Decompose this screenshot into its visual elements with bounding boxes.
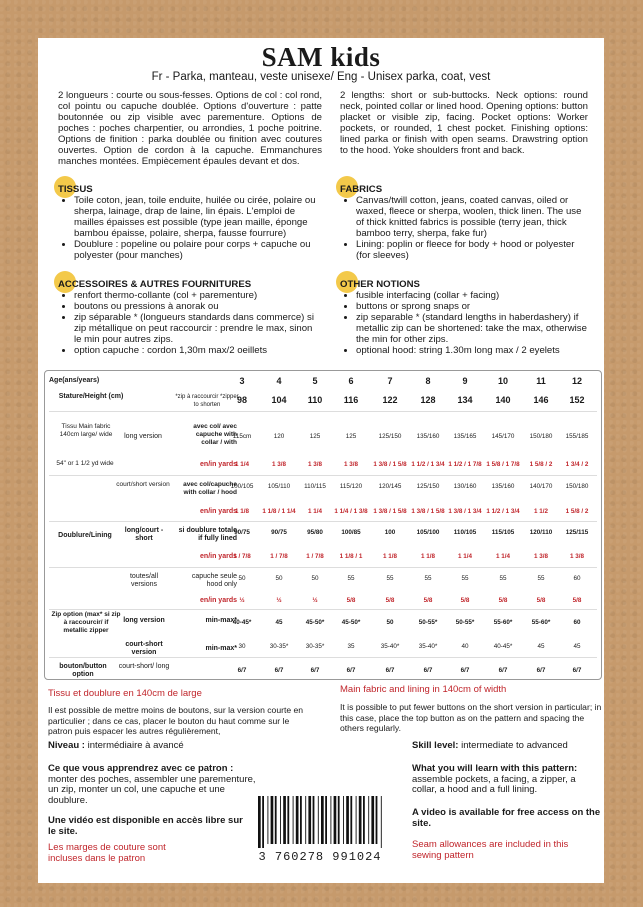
table-cell: 155/185 — [565, 433, 589, 440]
table-cell: 55 — [537, 575, 545, 582]
table-cell: 1 / 7/8 — [306, 553, 324, 560]
table-cell: 1 1/8 / 1 — [339, 553, 363, 560]
table-cell: 1 1/8 — [382, 553, 397, 560]
fr-notions-title: ACCESSOIRES & AUTRES FOURNITURES — [58, 279, 252, 290]
barcode-bar — [343, 796, 344, 844]
table-cell: 6/7 — [385, 667, 395, 674]
table-cell: 125/150 — [378, 433, 402, 440]
fr-learn — [48, 764, 258, 806]
table-cell: 35-40* — [418, 643, 438, 650]
barcode-bar — [376, 796, 378, 844]
barcode-bar — [350, 796, 352, 844]
table-cell: 45 — [275, 619, 283, 626]
barcode-icon — [256, 796, 386, 848]
table-cell: 125 — [345, 433, 357, 440]
table-cell: 35 — [347, 643, 355, 650]
table-divider — [49, 521, 597, 522]
table-cell: 5/8 — [572, 597, 582, 604]
table-cell: ½ — [239, 597, 245, 604]
age-cell: 11 — [536, 376, 546, 386]
yards-label: en/in yards — [200, 508, 237, 515]
table-cell: 50 — [275, 575, 283, 582]
fr-intro: 2 longueurs : courte ou sous-fesses. Options de col : col rond, col pointu ou capuche doublée. Options d'ouverture : patte boutonnée ou zip visible avec parementure. Options de poches : poches charpentier, ou arrondies, 1 poche poitrine. Options de finition : parka doublée ou finition avec coutures ouvertes. Option de cordon à la capuche. Emmanchures manches montées. Empiècement épaules devant et dos. — [58, 90, 322, 167]
barcode-bar — [267, 796, 268, 844]
table-cell: 1 3/4 / 2 — [565, 461, 589, 468]
table-cell: 1 5/8 / 1 7/8 — [486, 461, 520, 468]
age-cell: 8 — [425, 376, 431, 386]
en-bottom-heading: Main fabric and lining in 140cm of width — [340, 684, 507, 695]
barcode-bar — [321, 796, 324, 844]
barcode-bar — [305, 796, 306, 844]
barcode-bar — [318, 796, 319, 844]
table-cell: 1 5/8 / 2 — [529, 461, 553, 468]
table-cell: 105/110 — [267, 483, 291, 490]
table-cell: 1 1/4 — [495, 553, 510, 560]
table-cell: 135/160 — [491, 483, 515, 490]
fr-seam-text: Les marges de couture sont incluses dans le patron — [48, 842, 166, 864]
table-cell: 150/180 — [529, 433, 553, 440]
barcode-bar — [258, 796, 261, 848]
table-cell: 125/115 — [565, 529, 589, 536]
table-cell: 1 3/8 — [271, 461, 286, 468]
en-button-text: It is possible to put fewer buttons on the short version in particular; in this case, place the top button as on the pattern and spacing the others regularly. — [340, 702, 602, 733]
age-cell: 12 — [571, 376, 582, 386]
table-cell: 50-55* — [455, 619, 475, 626]
fr-level-label: Niveau : — [48, 740, 85, 751]
fr-fabric-item: • Toile coton, jean, toile enduite, huilée ou cirée, polaire ou sherpa, lainage, drap de laine, lin épais. L'emploi de mailles épaisses est possible (type jean maille, éponge bambou épaisse, polaire, sherpa, fausse fourrure) — [74, 195, 322, 239]
table-cell: 60 — [573, 619, 581, 626]
table-divider — [49, 411, 597, 412]
table-cell: 1 3/8 — [343, 461, 358, 468]
table-cell: 55 — [347, 575, 355, 582]
barcode-bar — [313, 796, 315, 844]
table-cell: 1 1/8 — [234, 508, 249, 515]
table-cell: 90/75 — [271, 529, 287, 536]
wide-label: 54" or 1 1/2 yd wide — [56, 460, 114, 467]
barcode-bar — [334, 796, 337, 844]
main-fabric-label: Tissu Main fabric 140cm large/ wide — [59, 423, 113, 438]
table-cell: 120 — [273, 433, 285, 440]
page-subtitle: Fr - Parka, manteau, veste unisexe/ Eng - Unisex parka, coat, vest — [151, 71, 491, 83]
table-cell: 140/170 — [529, 483, 553, 490]
height-cell: 98 — [236, 395, 247, 405]
table-cell: 55 — [461, 575, 469, 582]
table-cell: 30 — [238, 643, 246, 650]
table-cell: 110/105 — [453, 529, 477, 536]
table-cell: 1 1/8 — [420, 553, 435, 560]
table-cell: 1 1/2 / 1 3/4 — [411, 461, 445, 468]
table-cell: 1 / 7/8 — [233, 553, 251, 560]
en-seam-text: Seam allowances are included in this sewing pattern — [412, 839, 569, 861]
table-cell: 1 3/8 / 1 3/4 — [448, 508, 482, 515]
table-cell: 100 — [384, 529, 396, 536]
en-fabrics-title: FABRICS — [340, 184, 383, 195]
table-cell: 5/8 — [423, 597, 433, 604]
table-cell: 1 5/8 / 2 — [565, 508, 589, 515]
table-cell: 125 — [309, 433, 321, 440]
table-cell: 1 3/8 / 1 5/8 — [373, 461, 407, 468]
table-cell: 1 1/4 — [457, 553, 472, 560]
table-cell: 6/7 — [572, 667, 582, 674]
table-cell: 6/7 — [498, 667, 508, 674]
en-fabric-item: • Canvas/twill cotton, jeans, coated canvas, oiled or waxed, fleece or sherpa, woolen, thick linen. The use of thick knitted fabrics is possible (terry jean, thick bamboo terry, sherpa, fake fur) — [356, 195, 588, 239]
age-cell: 5 — [312, 376, 318, 386]
table-cell: 5/8 — [346, 597, 356, 604]
table-cell: 1 1/2 — [533, 508, 548, 515]
table-cell: 1 1/4 — [307, 508, 322, 515]
height-cell: 140 — [495, 395, 511, 405]
table-cell: 45-50* — [305, 619, 325, 626]
table-cell: 45 — [573, 643, 581, 650]
age-cell: 4 — [276, 376, 282, 386]
barcode-bar — [338, 796, 340, 844]
page-title: SAM kids — [261, 42, 381, 72]
table-cell: 5/8 — [498, 597, 508, 604]
barcode-bar — [368, 796, 369, 844]
table-cell: 95/80 — [307, 529, 323, 536]
stature-label: Stature/Height (cm) — [58, 393, 124, 400]
table-cell: 1 3/8 / 1 5/8 — [373, 508, 407, 515]
table-cell: 100/85 — [341, 529, 361, 536]
yards-label: en/in yards — [200, 597, 237, 604]
barcode-bar — [293, 796, 294, 844]
size-table — [44, 370, 602, 680]
table-cell: 1 1/4 — [234, 461, 249, 468]
barcode-bar — [300, 796, 302, 844]
barcode-bar — [308, 796, 311, 844]
fr-notion-item: • boutons ou pressions à anorak ou — [74, 301, 322, 312]
zip-long-label: long version — [123, 617, 165, 624]
en-learn-label: What you will learn with this pattern: — [412, 763, 578, 774]
table-divider — [49, 657, 597, 658]
table-cell: 55-60* — [493, 619, 513, 626]
age-cell: 9 — [462, 376, 468, 386]
yards-label: en/in yards — [200, 461, 237, 468]
table-cell: 40-45* — [232, 619, 252, 626]
fr-fabric-item: • Doublure : popeline ou polaire pour corps + capuche ou polyester (pour manches) — [74, 239, 322, 261]
table-cell: 150/180 — [565, 483, 589, 490]
table-divider — [49, 609, 597, 610]
barcode-bar — [371, 796, 374, 844]
fr-level — [48, 741, 308, 752]
en-notion-item: • optional hood: string 1.30m long max / 2 eyelets — [356, 345, 588, 356]
barcode-bar — [346, 796, 349, 844]
table-cell: 130/160 — [453, 483, 477, 490]
height-cell: 122 — [382, 395, 398, 405]
barcode-bar — [271, 796, 274, 844]
barcode-bar — [287, 796, 289, 844]
table-cell: ½ — [276, 597, 282, 604]
age-cell: 3 — [239, 376, 245, 386]
table-cell: 120/145 — [378, 483, 402, 490]
height-cell: 134 — [457, 395, 473, 405]
table-cell: 1 1/4 / 1 3/8 — [334, 508, 368, 515]
table-cell: 55 — [386, 575, 394, 582]
table-cell: 125/150 — [416, 483, 440, 490]
barcode-bar — [363, 796, 365, 844]
table-cell: 50 — [311, 575, 319, 582]
collar-hood-label: avec col/ avec capuche with collar / with — [193, 423, 237, 446]
table-cell: 5/8 — [536, 597, 546, 604]
table-cell: 1 3/8 / 1 5/8 — [411, 508, 445, 515]
table-cell: 45-50* — [341, 619, 361, 626]
minmax-label: min-max* — [205, 645, 237, 652]
age-label: Age(ans/years) — [49, 377, 100, 384]
fr-bottom-heading: Tissu et doublure en 140cm de large — [48, 688, 202, 699]
age-cell: 7 — [387, 376, 393, 386]
en-intro: 2 lengths: short or sub-buttocks. Neck options: round neck, pointed collar or lined hood. Opening options: button placket or visible zip, facing. Pocket options: Worker pockets, or rounded, 1 chest pocket. Finishing options: lined parka or finish with open seams. Drawstring option to the hood. Yoke shoulders front and back. — [340, 90, 589, 156]
table-cell: 50 — [386, 619, 394, 626]
long-short-label: long/court -short — [124, 527, 164, 542]
hood-only-label: capuche seule hood only — [191, 573, 237, 588]
button-sub-label: court-short/ long — [118, 663, 170, 670]
en-level-label: Skill level: — [412, 740, 459, 751]
table-cell: 6/7 — [460, 667, 470, 674]
all-versions-label: toutes/all versions — [129, 573, 159, 588]
fr-button-text: Il est possible de mettre moins de boutons, sur la version courte en particulier ; dans ce cas, placer le bouton du haut comme sur le patron puis espacer les autres régulièrement, — [48, 705, 304, 736]
fr-fabrics-title: TISSUS — [58, 184, 93, 195]
table-cell: 50 — [238, 575, 246, 582]
table-cell: 60 — [573, 575, 581, 582]
pattern-sheet — [38, 38, 604, 883]
zip-note: *zip à raccourcir *zipper to shorten — [175, 394, 239, 408]
table-cell: 6/7 — [423, 667, 433, 674]
fr-learn-text: monter des poches, assembler une parementure, un zip, monter un col, une capuche et une doublure. — [48, 773, 256, 806]
barcode-bar — [275, 796, 277, 844]
en-notions-title: OTHER NOTIONS — [340, 279, 420, 290]
table-cell: 1 3/8 — [307, 461, 322, 468]
barcode-bar — [356, 796, 357, 844]
height-cell: 128 — [420, 395, 436, 405]
barcode-bar — [381, 796, 382, 848]
barcode-bar — [330, 796, 331, 844]
collar-hood-short-label: avec col/capuche with collar / hood — [183, 481, 237, 496]
barcode-number: 3 760278 991024 — [258, 850, 382, 864]
table-cell: 55 — [424, 575, 432, 582]
en-notions-section — [340, 279, 588, 356]
barcode-bar — [296, 796, 299, 844]
table-cell: 5/8 — [460, 597, 470, 604]
table-cell: ½ — [312, 597, 318, 604]
en-fabrics-section — [340, 184, 588, 261]
table-divider — [49, 475, 597, 476]
en-learn-text: assemble pockets, a facing, a zipper, a collar, a hood and a full lining. — [412, 773, 576, 795]
barcode-bar — [262, 796, 264, 848]
table-cell: 115cm — [232, 433, 252, 440]
fr-notion-item: • option capuche : cordon 1,30m max/2 oeillets — [74, 345, 322, 356]
fr-notion-item: • renfort thermo-collante (col + parementure) — [74, 290, 322, 301]
button-label: bouton/button option — [59, 663, 107, 678]
table-cell: 135/165 — [453, 433, 477, 440]
fr-fabrics-section — [58, 184, 322, 261]
table-cell: 1 3/8 — [533, 553, 548, 560]
minmax-label: min-max* — [205, 617, 237, 624]
table-cell: 6/7 — [310, 667, 320, 674]
table-cell: 1 1/2 / 1 3/4 — [486, 508, 520, 515]
table-cell: 45 — [537, 643, 545, 650]
table-cell: 55 — [499, 575, 507, 582]
zip-label: Zip option (max* si zip à raccourcir/ if metallic zipper — [51, 611, 121, 634]
barcode-bar — [359, 796, 362, 844]
en-video-text: A video is available for free access on the site. — [412, 807, 601, 829]
table-cell: 105/100 — [416, 529, 440, 536]
en-fabric-item: • Lining: poplin or fleece for body + hood or polyester (for sleeves) — [356, 239, 588, 261]
short-version-label: court/short version — [116, 481, 170, 488]
table-cell: 6/7 — [536, 667, 546, 674]
height-cell: 152 — [569, 395, 585, 405]
table-cell: 6/7 — [346, 667, 356, 674]
yards-label: en/in yards — [200, 553, 237, 560]
barcode-bar — [283, 796, 286, 844]
height-cell: 146 — [533, 395, 549, 405]
table-cell: 120/110 — [529, 529, 553, 536]
height-cell: 104 — [271, 395, 287, 405]
age-cell: 6 — [348, 376, 354, 386]
table-cell: 115/120 — [339, 483, 363, 490]
table-cell: 6/7 — [237, 667, 247, 674]
zip-short-label: court-short version — [125, 641, 163, 656]
en-level-value: intermediate to advanced — [461, 740, 568, 751]
table-cell: 35-40* — [380, 643, 400, 650]
table-cell: 115/105 — [491, 529, 515, 536]
en-learn — [412, 764, 602, 796]
table-cell: 55-60* — [531, 619, 551, 626]
age-cell: 10 — [497, 376, 508, 386]
fr-notions-section — [58, 279, 322, 356]
en-notion-item: • zip separable * (standard lengths in haberdashery) if metallic zip can be shortened: take the max, otherwise the min for other zips. — [356, 312, 588, 345]
barcode-bar — [280, 796, 281, 844]
table-cell: 100/105 — [230, 483, 254, 490]
fully-lined-label: si doublure totale if fully lined — [178, 527, 237, 542]
table-cell: 110/115 — [304, 483, 326, 490]
table-cell: 145/170 — [491, 433, 515, 440]
table-cell: 1 1/2 / 1 7/8 — [448, 461, 482, 468]
table-cell: 30-35* — [269, 643, 289, 650]
table-cell: 1 1/8 / 1 1/4 — [262, 508, 296, 515]
height-cell: 116 — [343, 395, 359, 405]
table-divider — [49, 567, 597, 568]
lining-label: Doublure/Lining — [58, 532, 112, 539]
en-notion-item: • fusible interfacing (collar + facing) — [356, 290, 588, 301]
table-cell: 30-35* — [305, 643, 325, 650]
table-cell: 50-55* — [418, 619, 438, 626]
en-level — [412, 741, 602, 752]
fr-learn-label: Ce que vous apprendrez avec ce patron : — [48, 763, 234, 774]
table-cell: 6/7 — [274, 667, 284, 674]
table-cell: 40-45* — [493, 643, 513, 650]
fr-notion-item: • zip séparable * (longueurs standards dans commerce) si zip métallique on peut raccourcir : prendre le max, sinon le min pour autres zips. — [74, 312, 322, 345]
table-cell: 1 / 7/8 — [270, 553, 288, 560]
height-cell: 110 — [307, 395, 323, 405]
fr-level-value: intermédiaire à avancé — [87, 740, 184, 751]
long-version-label: long version — [124, 433, 162, 440]
table-cell: 1 3/8 — [569, 553, 584, 560]
table-cell: 40 — [461, 643, 469, 650]
en-notion-item: • buttons or sprong snaps or — [356, 301, 588, 312]
table-cell: 5/8 — [385, 597, 395, 604]
fr-video-text: Une vidéo est disponible en accès libre sur le site. — [48, 815, 243, 837]
barcode-bar — [325, 796, 327, 844]
table-cell: 135/160 — [416, 433, 440, 440]
table-cell: 90/75 — [234, 529, 250, 536]
